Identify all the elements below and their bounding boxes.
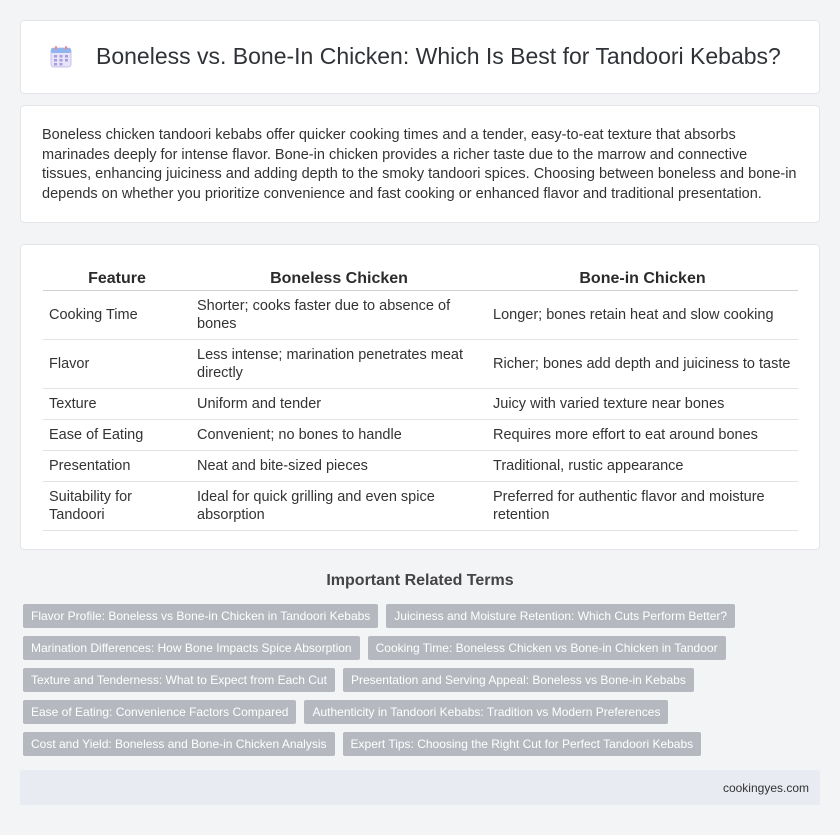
cell-bonein: Richer; bones add depth and juiciness to taste <box>487 339 798 388</box>
table-row <box>43 290 798 339</box>
related-term-tag[interactable]: Texture and Tenderness: What to Expect from Each Cut <box>23 668 335 692</box>
cell-boneless: Ideal for quick grilling and even spice absorption <box>191 481 487 530</box>
related-term-tag[interactable]: Authenticity in Tandoori Kebabs: Tradition vs Modern Preferences <box>304 700 668 724</box>
related-term-tag[interactable]: Cooking Time: Boneless Chicken vs Bone-in Chicken in Tandoor <box>368 636 726 660</box>
cell-feature: Texture <box>43 388 191 419</box>
table-row <box>43 419 798 450</box>
title-card <box>20 20 820 94</box>
table-header-row <box>43 265 798 290</box>
footer-site-link[interactable]: cookingyes.com <box>722 781 809 795</box>
related-term-tag[interactable]: Cost and Yield: Boneless and Bone-in Chicken Analysis <box>23 732 335 756</box>
cell-feature: Presentation <box>43 450 191 481</box>
cell-bonein: Preferred for authentic flavor and moisture retention <box>487 481 798 530</box>
table-row <box>43 450 798 481</box>
cell-feature: Ease of Eating <box>43 419 191 450</box>
header-boneless: Boneless Chicken <box>191 265 487 290</box>
cell-bonein: Requires more effort to eat around bones <box>487 419 798 450</box>
cell-boneless: Neat and bite-sized pieces <box>191 450 487 481</box>
table-row <box>43 481 798 530</box>
related-term-tag[interactable]: Ease of Eating: Convenience Factors Compared <box>23 700 296 724</box>
comparison-table <box>43 265 798 531</box>
cell-boneless: Less intense; marination penetrates meat directly <box>191 339 487 388</box>
related-terms-list <box>23 604 823 764</box>
cell-boneless: Shorter; cooks faster due to absence of bones <box>191 290 487 339</box>
cell-bonein: Longer; bones retain heat and slow cooking <box>487 290 798 339</box>
intro-card <box>20 105 820 223</box>
cell-feature: Suitability for Tandoori <box>43 481 191 530</box>
cell-boneless: Convenient; no bones to handle <box>191 419 487 450</box>
comparison-card <box>20 244 820 550</box>
header-bonein: Bone-in Chicken <box>487 265 798 290</box>
cell-feature: Cooking Time <box>43 290 191 339</box>
cell-feature: Flavor <box>43 339 191 388</box>
related-term-tag[interactable]: Juiciness and Moisture Retention: Which Cuts Perform Better? <box>386 604 735 628</box>
related-term-tag[interactable]: Flavor Profile: Boneless vs Bone-in Chicken in Tandoori Kebabs <box>23 604 378 628</box>
header-feature: Feature <box>43 265 191 290</box>
cell-boneless: Uniform and tender <box>191 388 487 419</box>
related-term-tag[interactable]: Marination Differences: How Bone Impacts Spice Absorption <box>23 636 360 660</box>
cell-bonein: Traditional, rustic appearance <box>487 450 798 481</box>
footer <box>20 770 820 805</box>
page-title: Boneless vs. Bone-In Chicken: Which Is Best for Tandoori Kebabs? <box>96 43 781 69</box>
cell-bonein: Juicy with varied texture near bones <box>487 388 798 419</box>
intro-paragraph: Boneless chicken tandoori kebabs offer quicker cooking times and a tender, easy-to-eat texture that absorbs marinades deeply for intense flavor. Bone-in chicken provides a richer taste due to the marrow and connective tissues, enhancing juiciness and adding depth to the smoky tandoori spices. Choosing between boneless and bone-in depends on whether you prioritize convenience and fast cooking or enhanced flavor and traditional presentation. <box>42 127 797 202</box>
table-row <box>43 339 798 388</box>
calendar-icon <box>49 45 73 69</box>
related-term-tag[interactable]: Presentation and Serving Appeal: Boneless vs Bone-in Kebabs <box>343 668 694 692</box>
related-term-tag[interactable]: Expert Tips: Choosing the Right Cut for Perfect Tandoori Kebabs <box>343 732 702 756</box>
table-row <box>43 388 798 419</box>
related-terms-heading: Important Related Terms <box>326 572 514 589</box>
